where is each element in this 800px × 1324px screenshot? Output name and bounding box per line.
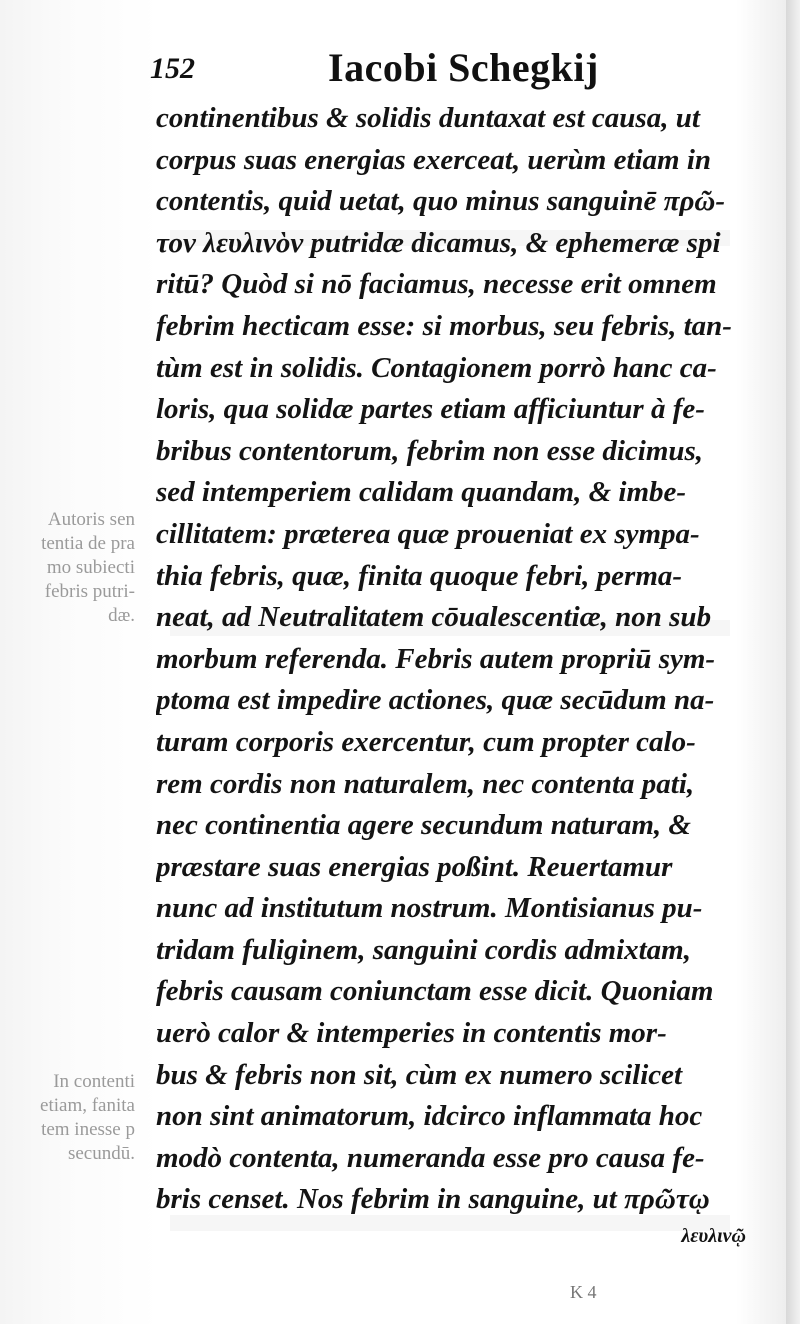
footer bbox=[180, 1282, 740, 1312]
text-line: uerò calor & intemperies in contentis mor- bbox=[156, 1017, 667, 1050]
text-line: cillitatem: præterea quæ proueniat ex sympa- bbox=[156, 517, 700, 550]
text-line: bribus contentorum, febrim non esse dicimus, bbox=[156, 434, 704, 467]
text-line: corpus suas energias exerceat, uerùm etiam in bbox=[156, 143, 712, 176]
text-line: bris censet. Nos febrim in sanguine, ut πρῶτῳ bbox=[156, 1183, 710, 1216]
text-line: neat, ad Neutralitatem cōualescentiæ, non sub bbox=[156, 601, 712, 634]
text-line: modò contenta, numeranda esse pro causa fe- bbox=[156, 1141, 705, 1174]
text-line: rem cordis non naturalem, nec contenta pati, bbox=[156, 767, 695, 800]
text-line: loris, qua solidæ partes etiam afficiuntur à fe- bbox=[156, 393, 705, 426]
text-line: tridam fuliginem, sanguini cordis admixtam, bbox=[156, 933, 691, 966]
signature-mark: K 4 bbox=[570, 1282, 597, 1302]
margin-note-line: febris putri- bbox=[44, 581, 135, 602]
margin-note-line: mo subiecti bbox=[46, 557, 135, 578]
text-line: morbum referenda. Febris autem propriū sym- bbox=[156, 642, 716, 675]
margin-note-line: secundū. bbox=[67, 1143, 135, 1164]
margin-note-2 bbox=[0, 1070, 135, 1166]
text-line: nec continentia agere secundum naturam, & bbox=[156, 809, 691, 842]
body-text bbox=[156, 98, 746, 1251]
margin-note-1 bbox=[0, 508, 135, 628]
text-line: bus & febris non sit, cùm ex numero scilicet bbox=[156, 1058, 683, 1091]
page-number: 152 bbox=[150, 52, 195, 85]
text-line: præstare suas energias poßint. Reuertamur bbox=[156, 850, 673, 883]
text-line: τον λευλινὸν putridæ dicamus, & ephemeræ spi bbox=[156, 226, 721, 259]
text-line: ritū? Quòd si nō faciamus, necesse erit omnem bbox=[156, 268, 717, 301]
text-line: tùm est in solidis. Contagionem porrò hanc ca- bbox=[156, 351, 717, 384]
margin-note-line: tentia de pra bbox=[41, 533, 135, 554]
text-line: turam corporis exercentur, cum propter calo- bbox=[156, 725, 696, 758]
page-edge-shadow bbox=[786, 0, 800, 1324]
text-line: sed intemperiem calidam quandam, & imbe- bbox=[156, 476, 687, 509]
text-line: febrim hecticam esse: si morbus, seu febris, tan- bbox=[156, 309, 732, 342]
margin-note-line: Autoris sen bbox=[47, 509, 135, 530]
text-line: contentis, quid uetat, quo minus sanguinē πρῶ- bbox=[156, 185, 726, 218]
text-line: ptoma est impedire actiones, quæ secūdum na- bbox=[156, 684, 715, 717]
margin-note-line: dæ. bbox=[108, 605, 135, 626]
trailing-word: λευλινῷ bbox=[681, 1225, 746, 1248]
text-line: nunc ad institutum nostrum. Montisianus pu- bbox=[156, 892, 703, 925]
margin-note-line: In contenti bbox=[53, 1071, 135, 1092]
text-line: continentibus & solidis duntaxat est causa, ut bbox=[156, 102, 700, 134]
text-line: febris causam coniunctam esse dicit. Quoniam bbox=[156, 975, 714, 1008]
running-title: Iacobi Schegkij bbox=[328, 45, 599, 90]
margin-note-line: etiam, fanita bbox=[40, 1095, 135, 1116]
running-head bbox=[150, 44, 710, 94]
text-line: non sint animatorum, idcirco inflammata hoc bbox=[156, 1100, 703, 1133]
text-line: thia febris, quæ, finita quoque febri, perma- bbox=[156, 559, 683, 592]
margin-note-line: tem inesse p bbox=[41, 1119, 135, 1140]
